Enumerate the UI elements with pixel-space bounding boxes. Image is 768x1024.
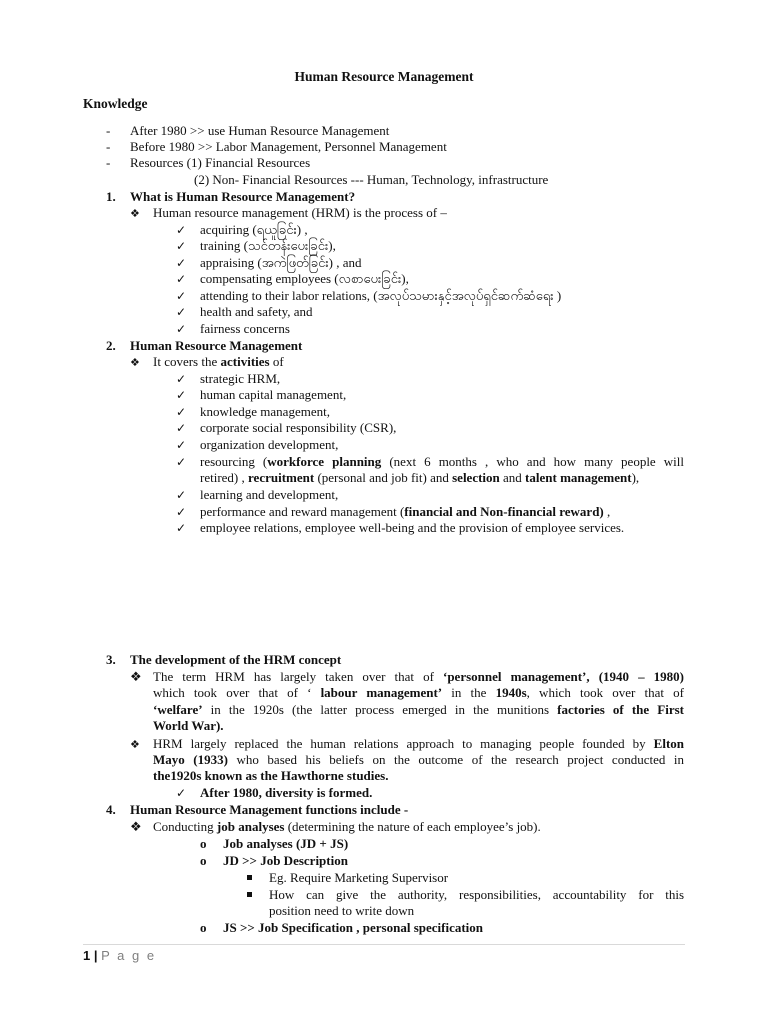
check-icon [176, 238, 186, 254]
section-heading: What is Human Resource Management? [130, 189, 356, 204]
diamond-bullet-icon [130, 669, 142, 686]
list-item: performance and reward management (financial and Non-financial reward) , [200, 504, 611, 519]
list-item: attending to their labor relations, (အလုပ်သမားနှင့်အလုပ်ရှင်ဆက်ဆံရေး ) [200, 288, 562, 303]
diamond-bullet-icon [130, 354, 140, 371]
dash-item: Resources (1) Financial Resources [130, 155, 311, 170]
dash-bullet: - [106, 123, 111, 138]
list-item: employee relations, employee well-being and the provision of employee services. [200, 520, 625, 535]
paragraph-line: ‘welfare’ in the 1920s (the latter process emerged in the munitions factories of the First [153, 702, 684, 717]
check-icon [176, 520, 186, 536]
list-item: strategic HRM, [200, 371, 281, 386]
square-bullet-icon [247, 870, 252, 886]
section-number: 4. [106, 802, 116, 817]
page-title: Human Resource Management [294, 69, 474, 84]
dash-bullet: - [106, 139, 111, 154]
check-icon [176, 387, 186, 403]
list-item-resourcing-line1: resourcing (workforce planning (next 6 months , who and how many people will [200, 454, 684, 469]
check-icon [176, 487, 186, 503]
circle-bullet-icon [200, 836, 207, 852]
list-item: corporate social responsibility (CSR), [200, 420, 397, 435]
circle-bullet-icon [200, 920, 207, 936]
list-item: human capital management, [200, 387, 347, 402]
check-icon [176, 304, 186, 320]
page-footer [83, 948, 156, 963]
footer-divider [83, 944, 685, 945]
sub-item: JD >> Job Description [223, 853, 348, 868]
paragraph-line: which took over that of ‘ labour management’ in the 1940s, which took over that of [153, 685, 684, 700]
circle-bullet-icon [200, 853, 207, 869]
footer-separator: | [93, 948, 98, 963]
sub-item: JS >> Job Specification , personal specification [223, 920, 484, 935]
list-item: fairness concerns [200, 321, 290, 336]
knowledge-heading: Knowledge [83, 96, 148, 111]
paragraph-line: World War). [153, 718, 224, 733]
section-number: 3. [106, 652, 116, 667]
section-heading: Human Resource Management functions include - [130, 802, 409, 817]
list-item: acquiring (ရယူခြင်း) , [200, 222, 308, 237]
list-item: learning and development, [200, 487, 339, 502]
dash-item: After 1980 >> use Human Resource Management [130, 123, 390, 138]
section-number: 1. [106, 189, 116, 204]
check-icon [176, 288, 186, 304]
list-item: compensating employees (လစာပေးခြင်း), [200, 271, 409, 286]
check-icon [176, 420, 186, 436]
list-item-resourcing-line2: retired) , recruitment (personal and job fit) and selection and talent management), [200, 470, 640, 485]
section-heading: Human Resource Management [130, 338, 303, 353]
sub-item: Job analyses (JD + JS) [223, 836, 349, 851]
paragraph-line: the1920s known as the Hawthorne studies. [153, 768, 389, 783]
check-icon [176, 321, 186, 337]
section-intro: It covers the activities of [153, 354, 284, 369]
sub-sub-item: Eg. Require Marketing Supervisor [269, 870, 449, 885]
check-icon [176, 271, 186, 287]
check-icon [176, 404, 186, 420]
check-icon [176, 371, 186, 387]
diamond-bullet-icon [130, 819, 142, 836]
section-heading: The development of the HRM concept [130, 652, 342, 667]
diamond-bullet-icon [130, 736, 140, 753]
section-intro: Conducting job analyses (determining the nature of each employee’s job). [153, 819, 541, 834]
check-icon [176, 454, 186, 470]
page-number: 1 [83, 948, 91, 963]
sub-sub-item-continuation: position need to write down [269, 903, 415, 918]
square-bullet-icon [247, 887, 252, 903]
check-icon [176, 222, 186, 238]
diamond-bullet-icon [130, 205, 140, 222]
sub-sub-item: How can give the authority, responsibilities, accountability for this [269, 887, 684, 902]
page-label: P a g e [101, 948, 157, 963]
list-item: training (သင်တန်းပေးခြင်း), [200, 238, 336, 253]
check-icon [176, 437, 186, 453]
section-number: 2. [106, 338, 116, 353]
paragraph-line: The term HRM has largely taken over that of ‘personnel management’, (1940 – 1980) [153, 669, 684, 684]
check-icon [176, 785, 186, 801]
section-intro: Human resource management (HRM) is the process of – [153, 205, 447, 220]
check-icon [176, 255, 186, 271]
list-item: appraising (အကဲဖြတ်ခြင်း) , and [200, 255, 362, 270]
list-item: After 1980, diversity is formed. [200, 785, 373, 800]
list-item: knowledge management, [200, 404, 330, 419]
paragraph-line: Mayo (1933) who based his beliefs on the outcome of the research project conducted in [153, 752, 684, 767]
list-item: organization development, [200, 437, 339, 452]
list-item: health and safety, and [200, 304, 313, 319]
dash-item: Before 1980 >> Labor Management, Personnel Management [130, 139, 447, 154]
dash-item-continuation: (2) Non- Financial Resources --- Human, Technology, infrastructure [194, 172, 549, 187]
paragraph-line: HRM largely replaced the human relations approach to managing people founded by Elton [153, 736, 684, 751]
check-icon [176, 504, 186, 520]
dash-bullet: - [106, 155, 111, 170]
